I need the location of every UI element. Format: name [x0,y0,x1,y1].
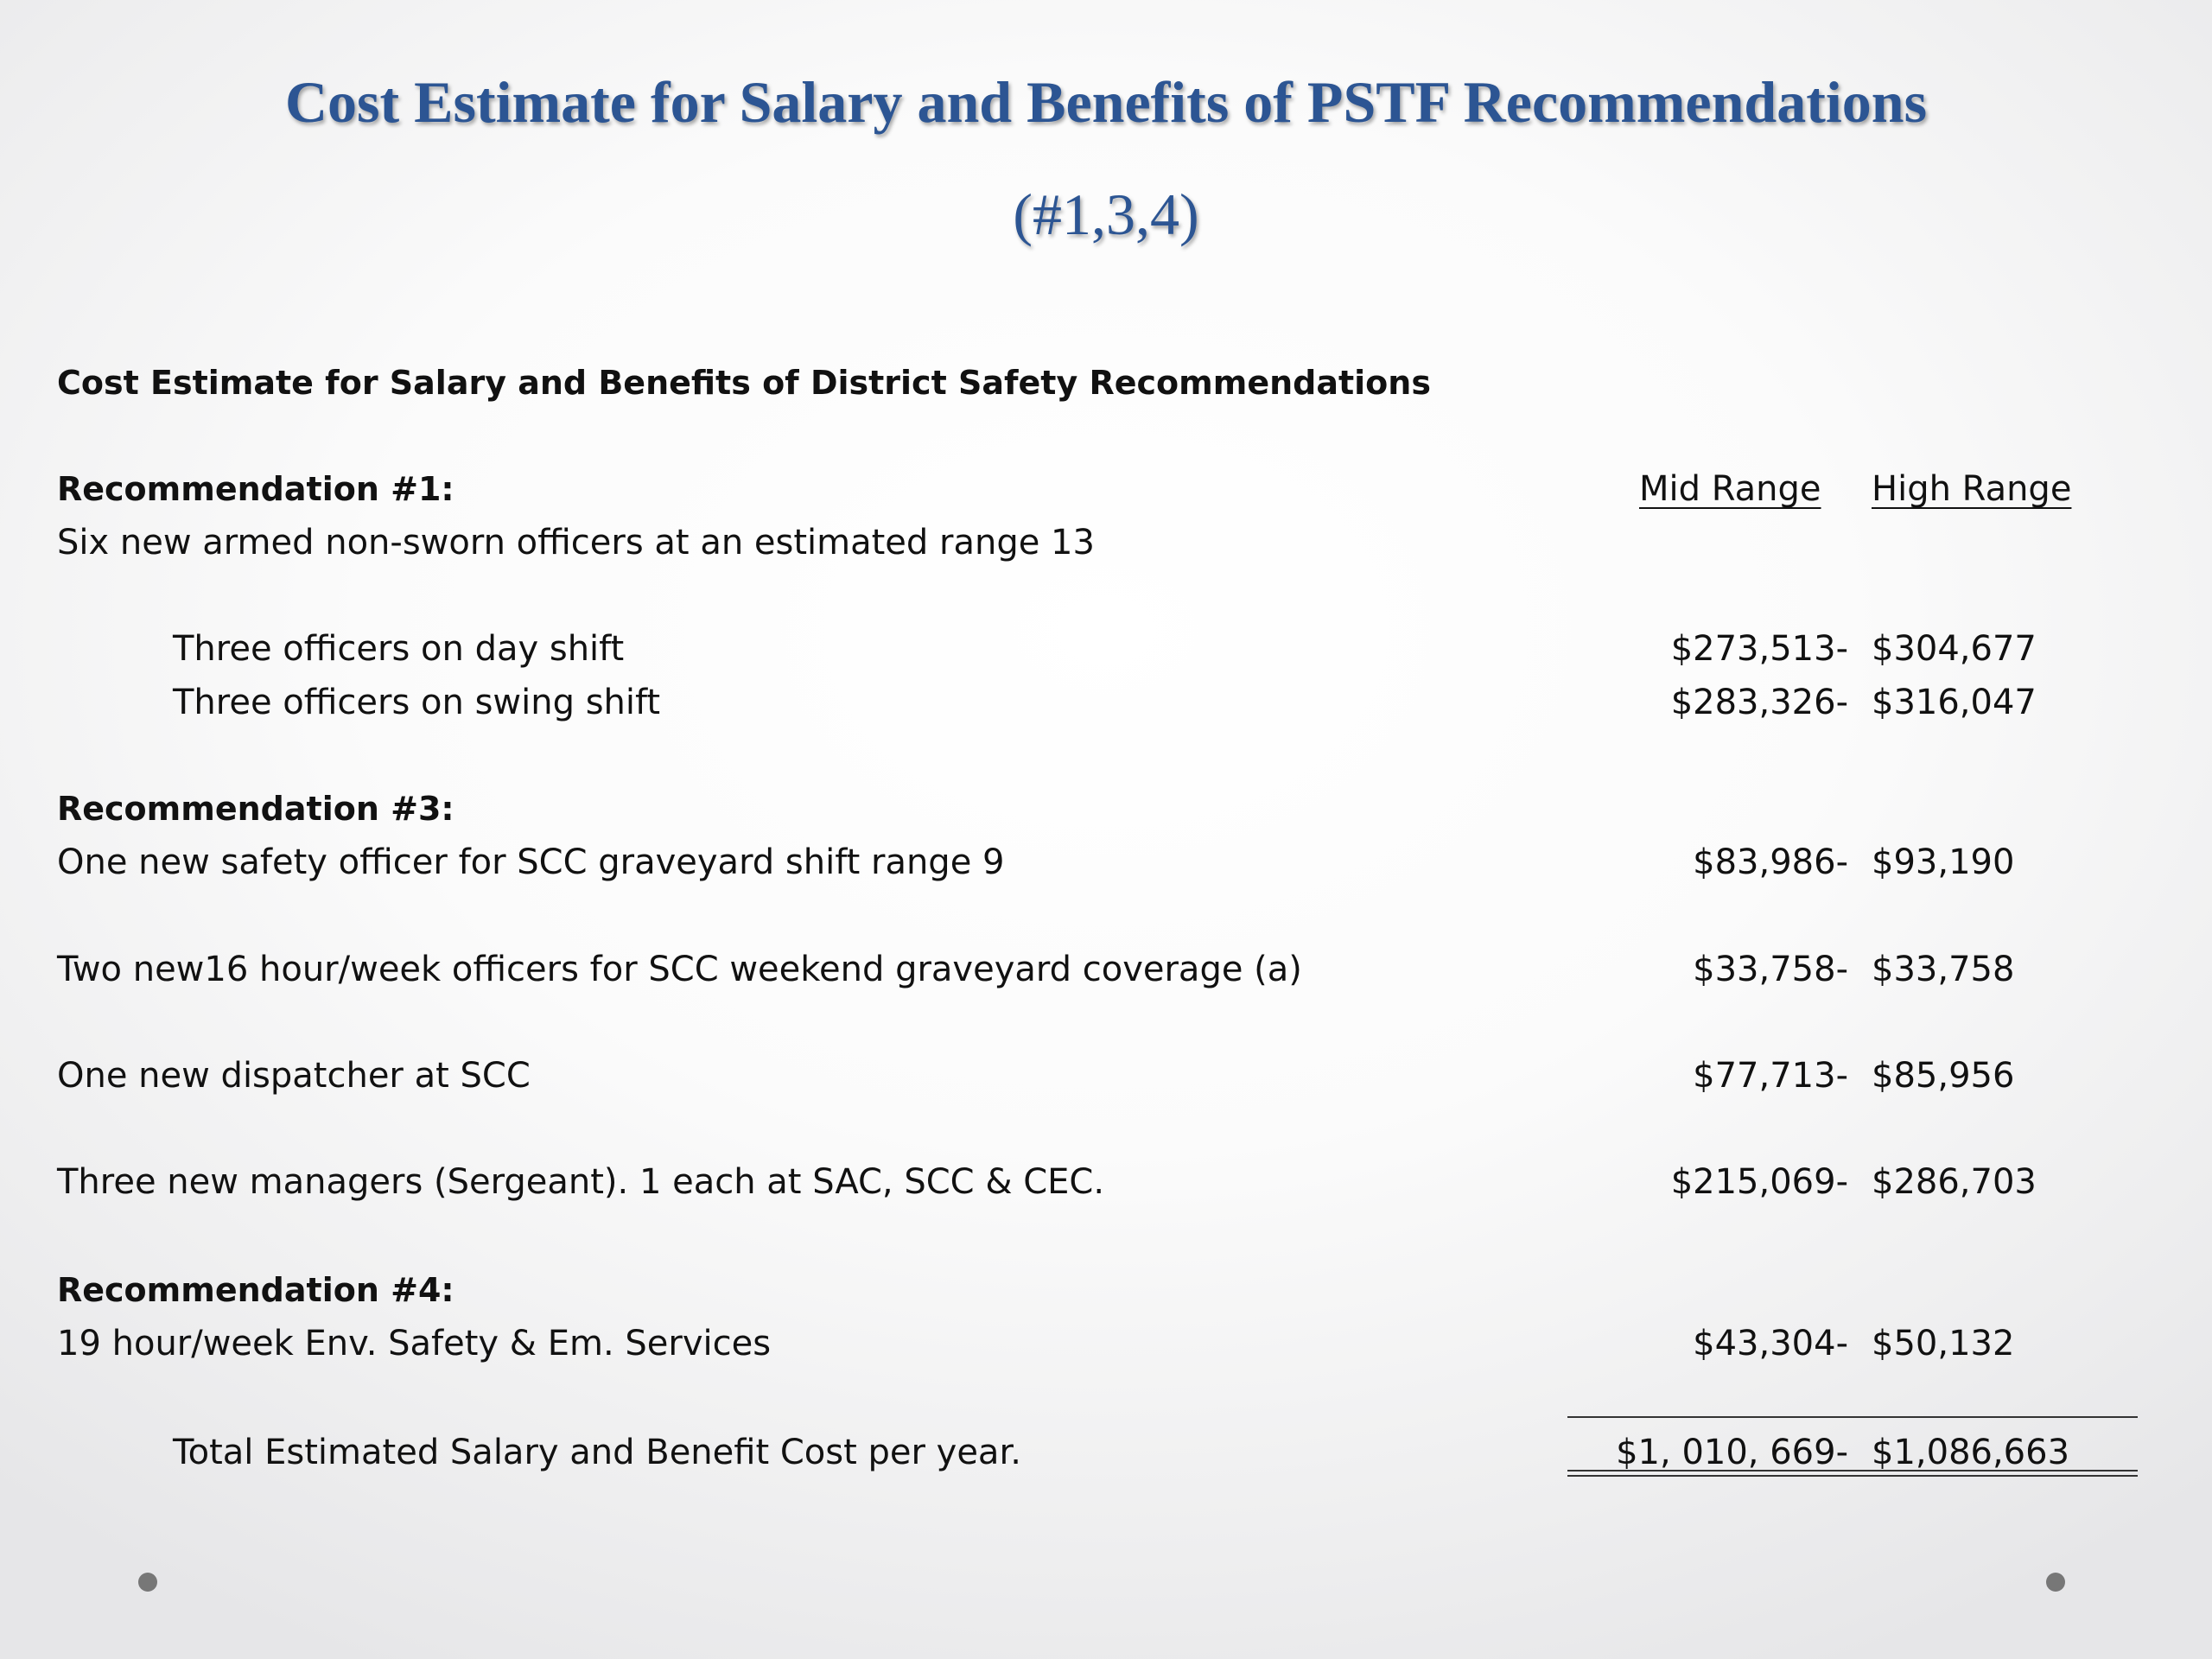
total-high-value: $1,086,663 [1872,1433,2070,1472]
mid-range-header: Mid Range [1639,469,1821,509]
table-row [0,677,2212,728]
total-label: Total Estimated Salary and Benefit Cost per year. [173,1433,1021,1472]
bullet-dot-left [138,1573,157,1592]
table-row [0,1156,2212,1208]
total-rule-double [1567,1470,2138,1477]
slide-title-line1: Cost Estimate for Salary and Benefits of PSTF Recommendations [284,69,1928,135]
row-high-value: $93,190 [1872,842,2015,882]
row-label: 19 hour/week Env. Safety & Em. Services [57,1324,772,1363]
high-range-header: High Range [1872,469,2072,509]
table-row [0,944,2212,995]
row-high-value: $316,047 [1872,683,2037,722]
row-mid-value: $33,758- [1693,950,1848,989]
row-label: One new dispatcher at SCC [57,1056,531,1096]
table-row [0,1050,2212,1102]
slide-title-line2: (#1,3,4) [1013,181,1199,247]
row-label: Three new managers (Sergeant). 1 each at SAC, SCC & CEC. [57,1162,1105,1202]
rec1-description: Six new armed non-sworn officers at an estimated range 13 [57,523,1095,563]
row-mid-value: $83,986- [1693,842,1848,882]
row-label: Three officers on swing shift [173,683,661,722]
total-rule-top [1567,1416,2138,1418]
slide-title [0,54,2212,278]
row-high-value: $85,956 [1872,1056,2015,1096]
row-label: Two new16 hour/week officers for SCC weekend graveyard coverage (a) [57,950,1302,989]
rec4-header-row [0,1264,2212,1316]
row-high-value: $50,132 [1872,1324,2015,1363]
row-mid-value: $77,713- [1693,1056,1848,1096]
rec3-label: Recommendation #3: [57,790,454,828]
row-mid-value: $215,069- [1670,1162,1848,1202]
row-mid-value: $283,326- [1670,683,1848,722]
table-row [0,836,2212,888]
rec3-header-row [0,783,2212,835]
row-high-value: $304,677 [1872,629,2037,669]
table-heading-row [0,357,2212,409]
row-label: Three officers on day shift [173,629,625,669]
rec1-desc-row [0,517,2212,569]
row-label: One new safety officer for SCC graveyard shift range 9 [57,842,1005,882]
bullet-dot-right [2046,1573,2065,1592]
table-row [0,1318,2212,1370]
table-heading: Cost Estimate for Salary and Benefits of District Safety Recommendations [57,364,1431,402]
row-high-value: $33,758 [1872,950,2015,989]
total-mid-value: $1, 010, 669- [1616,1433,1848,1472]
rec4-label: Recommendation #4: [57,1271,454,1309]
row-mid-value: $43,304- [1693,1324,1848,1363]
row-high-value: $286,703 [1872,1162,2037,1202]
rec1-header-row [0,463,2212,515]
row-mid-value: $273,513- [1670,629,1848,669]
rec1-label: Recommendation #1: [57,470,454,508]
table-row [0,623,2212,675]
